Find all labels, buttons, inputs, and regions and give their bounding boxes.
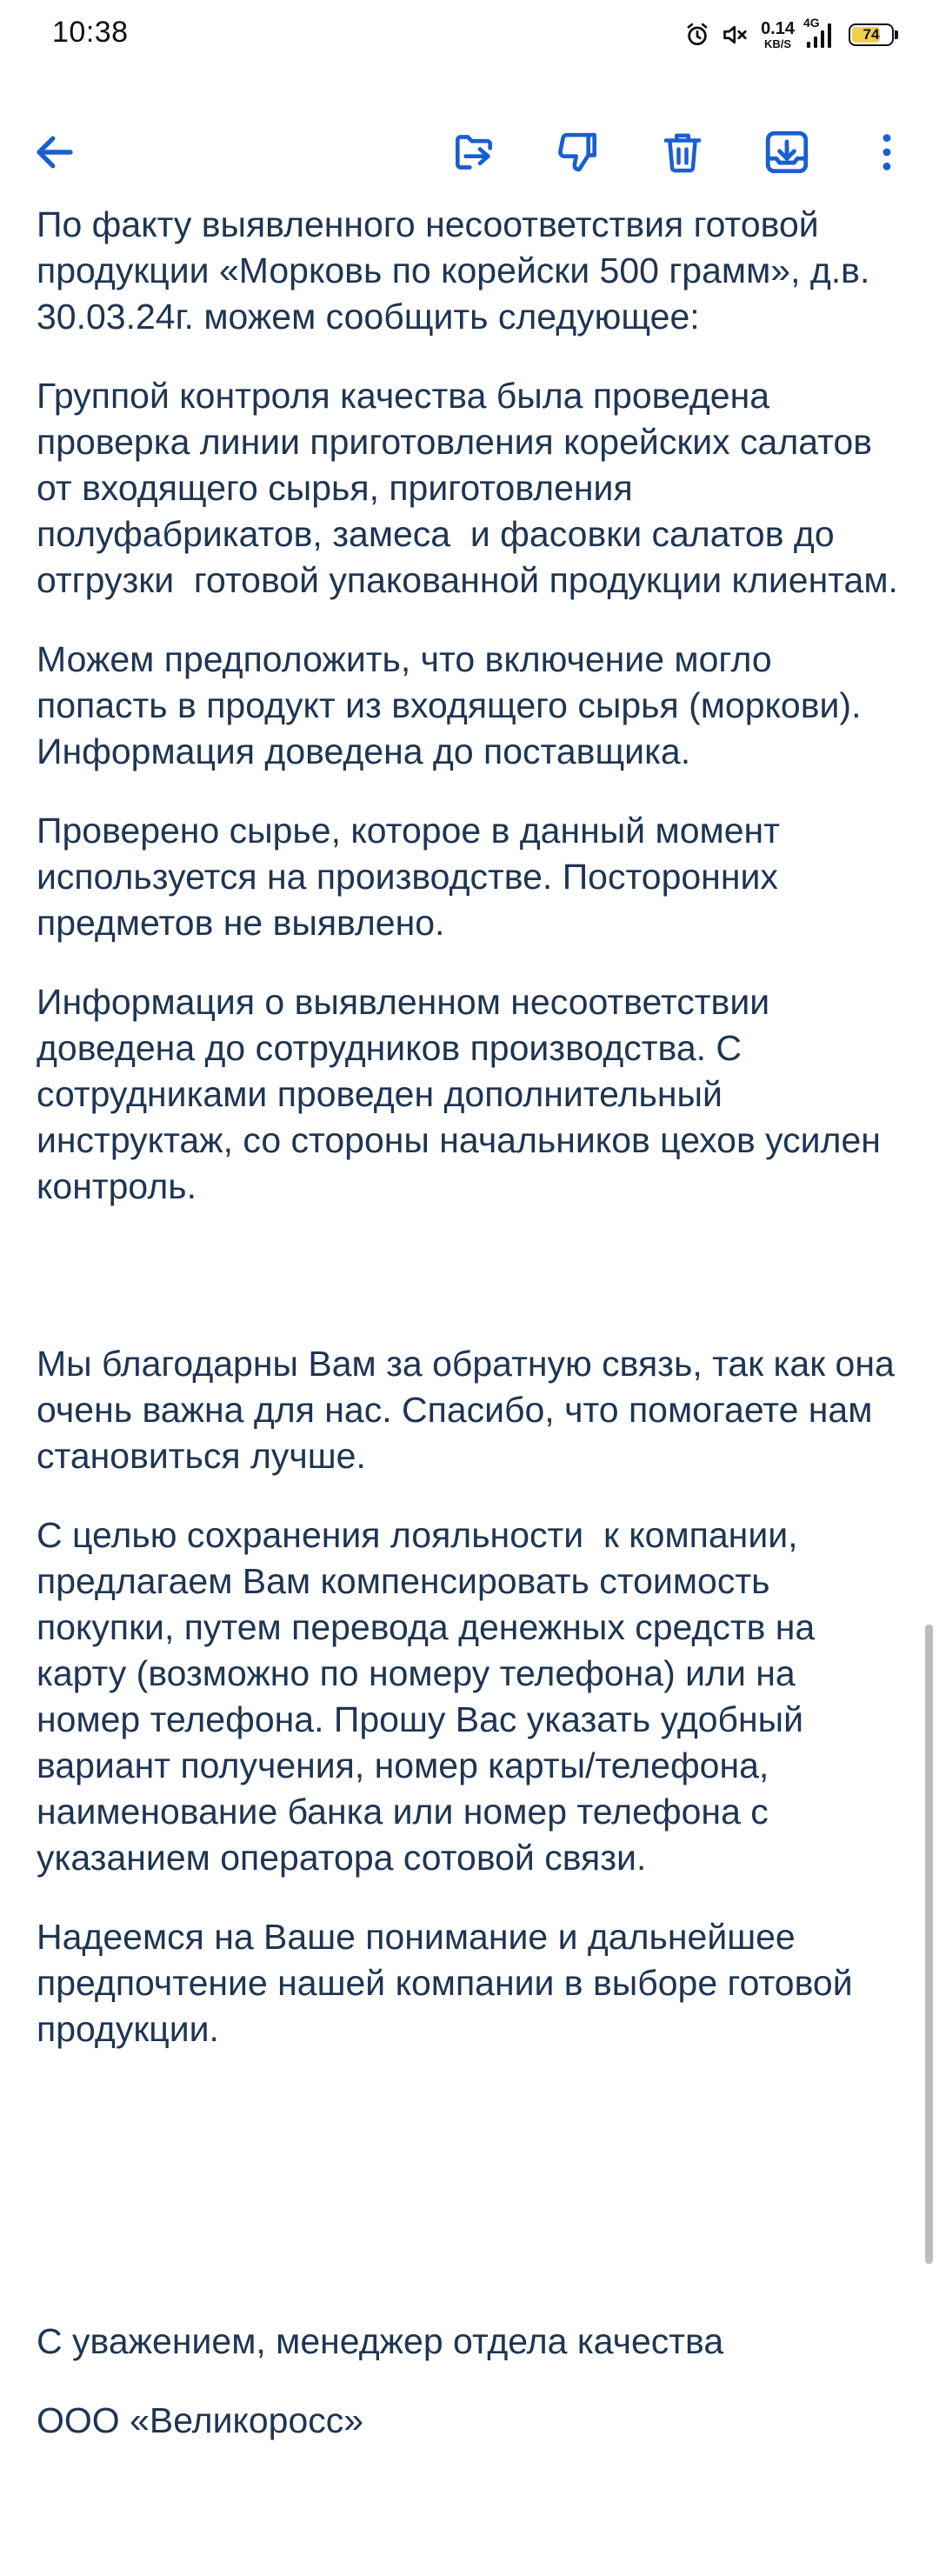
delete-button[interactable] (643, 113, 722, 191)
trash-icon (659, 129, 706, 176)
back-arrow-icon (31, 129, 78, 176)
message-paragraph: С целью сохранения лояльности к компании, предлагаем Вам компенсировать стоимость покупки, путем перевода денежных средств на карту (возможно по номеру телефона) или на номер телефона. Прошу Вас указать удобный вариант получения, номер карты/телефона, наименование банка или номер телефона с указанием оператора сотовой связи. (37, 1515, 825, 1878)
thumbs-down-icon (554, 128, 603, 177)
archive-button[interactable] (748, 113, 826, 191)
message-paragraph: Мы благодарны Вам за обратную связь, так как она очень важна для нас. Спасибо, что помогаете нам становиться лучше. (37, 1344, 905, 1476)
status-icons (684, 16, 894, 54)
toolbar (0, 113, 939, 191)
status-time: 10:38 (52, 16, 129, 49)
net-speed-value: 0.14 (761, 19, 795, 38)
network-type: 4G (803, 16, 820, 30)
back-button[interactable] (16, 113, 94, 191)
archive-download-icon (762, 127, 812, 177)
more-options-button[interactable] (848, 113, 926, 191)
message-paragraph: Группой контроля качества была проведена проверка линии приготовления корейских салатов от входящего сырья, приготовления полуфабрикатов, замеса и фасовки салатов до отгрузки готовой упакованной продукции клиентам. (37, 376, 898, 600)
message-paragraph: Можем предположить, что включение могло попасть в продукт из входящего сырья (моркови). Информация доведена до поставщика. (37, 639, 871, 771)
alarm-icon (684, 22, 710, 48)
battery-icon (849, 23, 894, 46)
message-paragraph: По факту выявленного несоответствия готовой продукции «Морковь по корейски 500 грамм», д.в. 30.03.24г. можем сообщить следующее: (37, 204, 880, 337)
battery-level: 74 (862, 26, 880, 43)
net-speed-unit: KB/S (764, 37, 792, 50)
scrollbar-thumb[interactable] (925, 1625, 933, 2264)
message-paragraph: Информация о выявленном несоответствии доведена до сотрудников производства. С сотрудниками проведен дополнительный инструктаж, со стороны начальников цехов усилен контроль. (37, 982, 891, 1206)
mute-icon (721, 22, 750, 48)
more-vert-icon (862, 128, 911, 177)
move-to-folder-button[interactable] (435, 113, 513, 191)
message-paragraph: Проверено сырье, которое в данный момент используется на производстве. Посторонних предметов не выявлено. (37, 811, 790, 943)
message-body (37, 202, 906, 2477)
status-bar (0, 0, 939, 70)
signal-icon (803, 16, 835, 49)
signature-line: С уважением, менеджер отдела качества (37, 2321, 724, 2361)
signature-company: ООО «Великоросс» (37, 2400, 364, 2440)
move-to-folder-icon (450, 128, 498, 177)
message-paragraph: Надеемся на Ваше понимание и дальнейшее предпочтение нашей компании в выборе готовой продукции. (37, 1917, 863, 2049)
net-speed (761, 20, 795, 50)
dislike-button[interactable] (539, 113, 617, 191)
